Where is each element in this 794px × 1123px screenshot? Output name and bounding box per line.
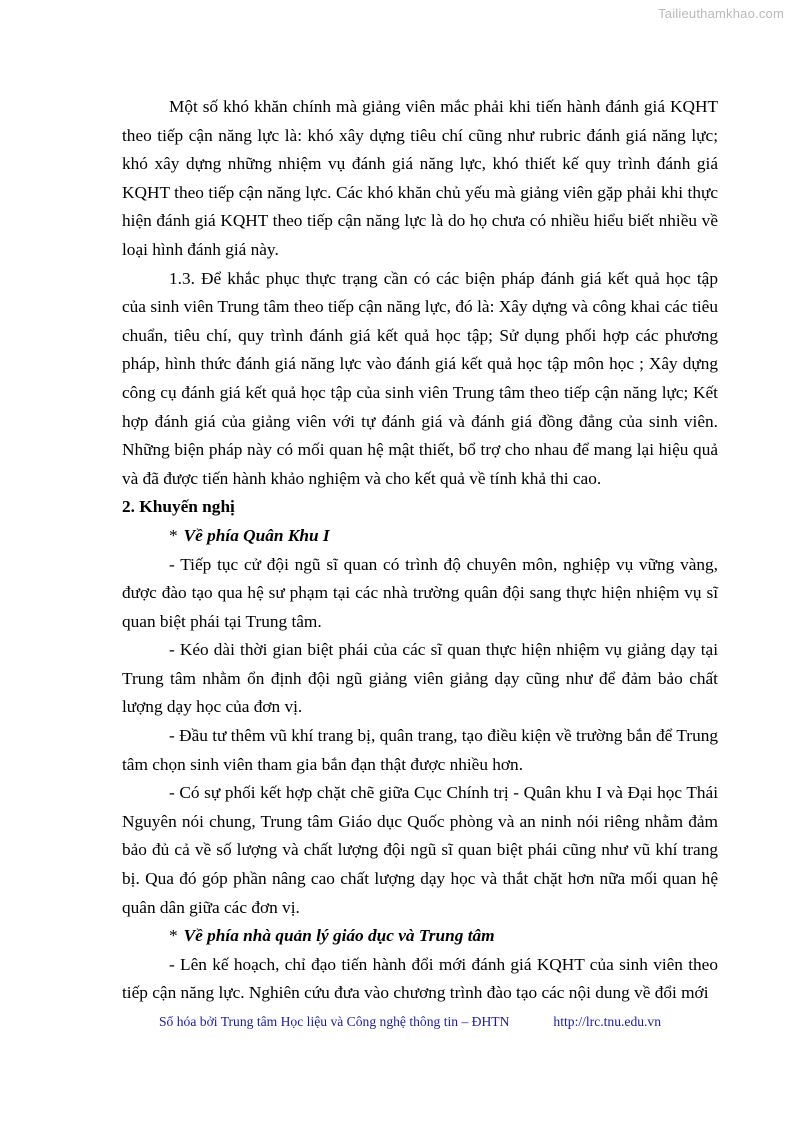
document-body: [122, 93, 718, 1008]
paragraph-measures: 1.3. Để khắc phục thực trạng cần có các biện pháp đánh giá kết quả học tập của sinh viên Trung tâm theo tiếp cận năng lực, đó là: Xây dựng và công khai các tiêu chuẩn, tiêu chí, quy trình đánh giá kết quả học tập; Sử dụng phối hợp các phương pháp, hình thức đánh giá năng lực vào đánh giá kết quả học tập môn học ; Xây dựng công cụ đánh giá kết quả học tập của sinh viên Trung tâm theo tiếp cận năng lực; Kết hợp đánh giá của giảng viên với tự đánh giá và đánh giá đồng đẳng của sinh viên. Những biện pháp này có mối quan hệ mật thiết, bổ trợ cho nhau để mang lại hiệu quả và đã được tiến hành khảo nghiệm và cho kết quả về tính khả thi cao.: [122, 268, 718, 488]
subheading-education-managers-text: Về phía nhà quản lý giáo dục và Trung tâm: [183, 926, 495, 946]
section-heading-recommendations: 2. Khuyến nghị: [122, 497, 235, 517]
subheading-education-managers: [122, 922, 718, 951]
page-footer: [159, 1014, 661, 1030]
paragraph-difficulties: Một số khó khăn chính mà giảng viên mắc phải khi tiến hành đánh giá KQHT theo tiếp cận năng lực là: khó xây dựng tiêu chí cũng như rubric đánh giá năng lực; khó xây dựng những nhiệm vụ đánh giá năng lực, khó thiết kế quy trình đánh giá KQHT theo tiếp cận năng lực. Các khó khăn chủ yếu mà giảng viên gặp phải khi thực hiện đánh giá KQHT theo tiếp cận năng lực là do họ chưa có nhiều hiểu biết nhiều về loại hình đánh giá này.: [122, 97, 718, 259]
bullet-item-equipment: - Đầu tư thêm vũ khí trang bị, quân trang, tạo điều kiện về trường bắn để Trung tâm chọn sinh viên tham gia bắn đạn thật được nhiều hơn.: [122, 726, 718, 774]
bullet-item-planning: - Lên kế hoạch, chỉ đạo tiến hành đổi mới đánh giá KQHT của sinh viên theo tiếp cận năng lực. Nghiên cứu đưa vào chương trình đào tạo các nội dung về đổi mới: [122, 954, 718, 1003]
footer-link[interactable]: http://lrc.tnu.edu.vn: [553, 1014, 662, 1029]
subheading-military-region-text: Về phía Quân Khu I: [183, 525, 330, 545]
bullet-star: *: [169, 525, 178, 545]
watermark-text: Tailieuthamkhao.com: [658, 6, 784, 21]
bullet-item-coordination: - Có sự phối kết hợp chặt chẽ giữa Cục Chính trị - Quân khu I và Đại học Thái Nguyên nói chung, Trung tâm Giáo dục Quốc phòng và an ninh nói riêng nhằm đảm bảo đủ cả về số lượng và chất lượng đội ngũ sĩ quan biệt phái cũng như vũ khí trang bị. Qua đó góp phần nâng cao chất lượng dạy học và thắt chặt hơn nữa mối quan hệ quân dân giữa các đơn vị.: [122, 783, 718, 917]
subheading-military-region: [122, 522, 718, 551]
bullet-star: *: [169, 926, 178, 946]
footer-text: Số hóa bởi Trung tâm Học liệu và Công nghệ thông tin – ĐHTN: [159, 1014, 510, 1029]
bullet-item-secondment: - Kéo dài thời gian biệt phái của các sĩ quan thực hiện nhiệm vụ giảng dạy tại Trung tâm nhằm ổn định đội ngũ giảng viên giảng dạy cũng như để đảm bảo chất lượng dạy học của đơn vị.: [122, 640, 718, 717]
bullet-item-officers: - Tiếp tục cử đội ngũ sĩ quan có trình độ chuyên môn, nghiệp vụ vững vàng, được đào tạo qua hệ sư phạm tại các nhà trường quân đội sang thực hiện nhiệm vụ sĩ quan biệt phái tại Trung tâm.: [122, 554, 718, 631]
